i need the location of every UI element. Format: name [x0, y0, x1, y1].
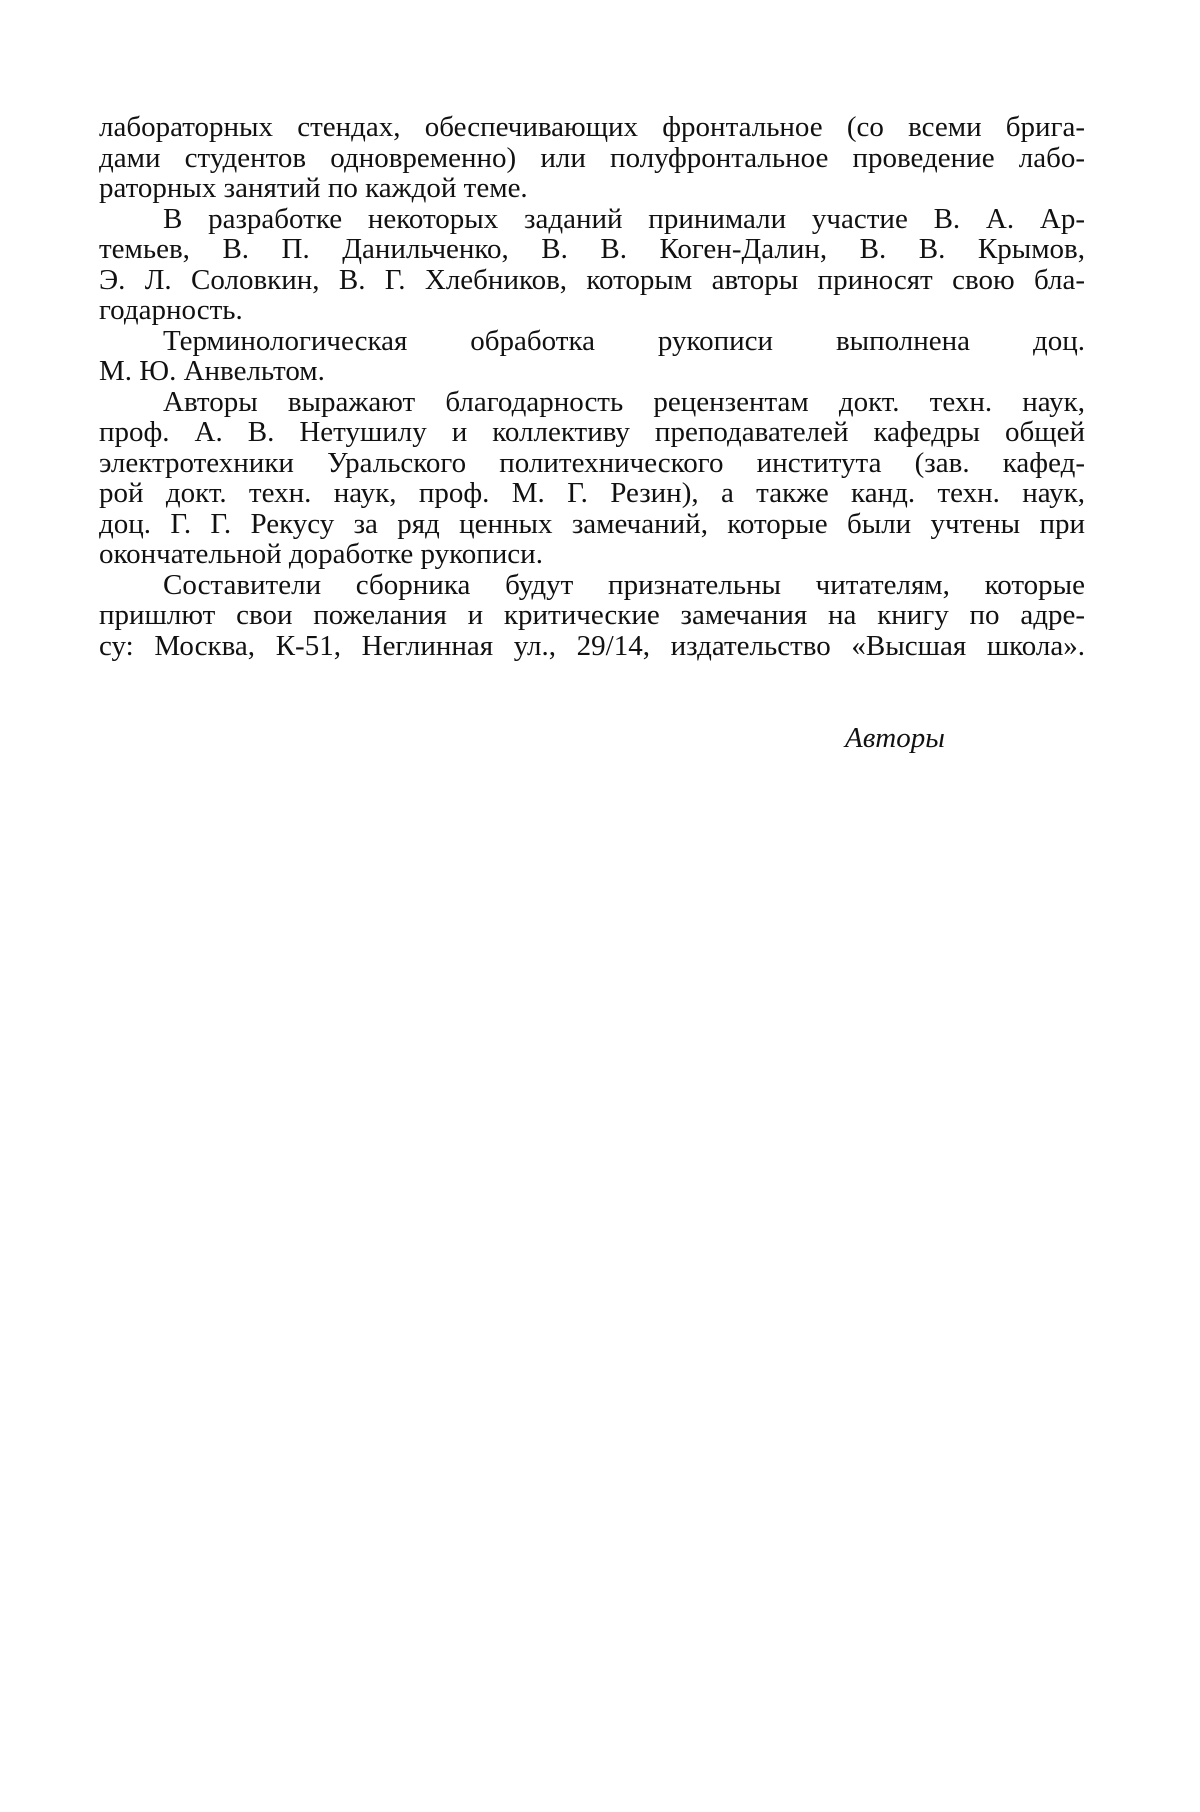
text-line: дами студентов одновременно) или полуфронтальное проведение лабо- [99, 141, 1085, 174]
text-line: Э. Л. Соловкин, В. Г. Хлебников, которым авторы приносят свою бла- [99, 263, 1085, 296]
text-line: рой докт. техн. наук, проф. М. Г. Резин), а также канд. техн. наук, [99, 477, 1085, 509]
text-line: электротехники Уральского политехнического института (зав. кафед- [99, 446, 1085, 479]
text-line: доц. Г. Г. Рекусу за ряд ценных замечаний, которые были учтены при [99, 507, 1085, 540]
text-line: Авторы выражают благодарность рецензентам докт. техн. наук, [163, 385, 1085, 418]
text-line: В разработке некоторых заданий принимали участие В. А. Ар- [163, 202, 1085, 235]
text-line: су: Москва, К-51, Неглинная ул., 29/14, издательство «Высшая школа». [99, 629, 1085, 662]
text-line: М. Ю. Анвельтом. [99, 355, 325, 387]
text-line: Терминологическая обработка рукописи выполнена доц. [163, 324, 1085, 357]
text-line: пришлют свои пожелания и критические замечания на книгу по адре- [99, 599, 1085, 631]
preface-text [99, 112, 1085, 661]
text-line: Составители сборника будут признательны читателям, которые [163, 568, 1085, 601]
text-line: годарность. [99, 294, 243, 326]
text-line: темьев, В. П. Данильченко, В. В. Коген-Далин, В. В. Крымов, [99, 233, 1085, 265]
text-line: раторных занятий по каждой теме. [99, 172, 528, 204]
signature-authors: Авторы [845, 722, 945, 754]
text-line: проф. А. В. Нетушилу и коллективу преподавателей кафедры общей [99, 416, 1085, 448]
text-line: окончательной доработке рукописи. [99, 538, 543, 570]
text-line: лабораторных стендах, обеспечивающих фронтальное (со всеми брига- [99, 111, 1085, 143]
